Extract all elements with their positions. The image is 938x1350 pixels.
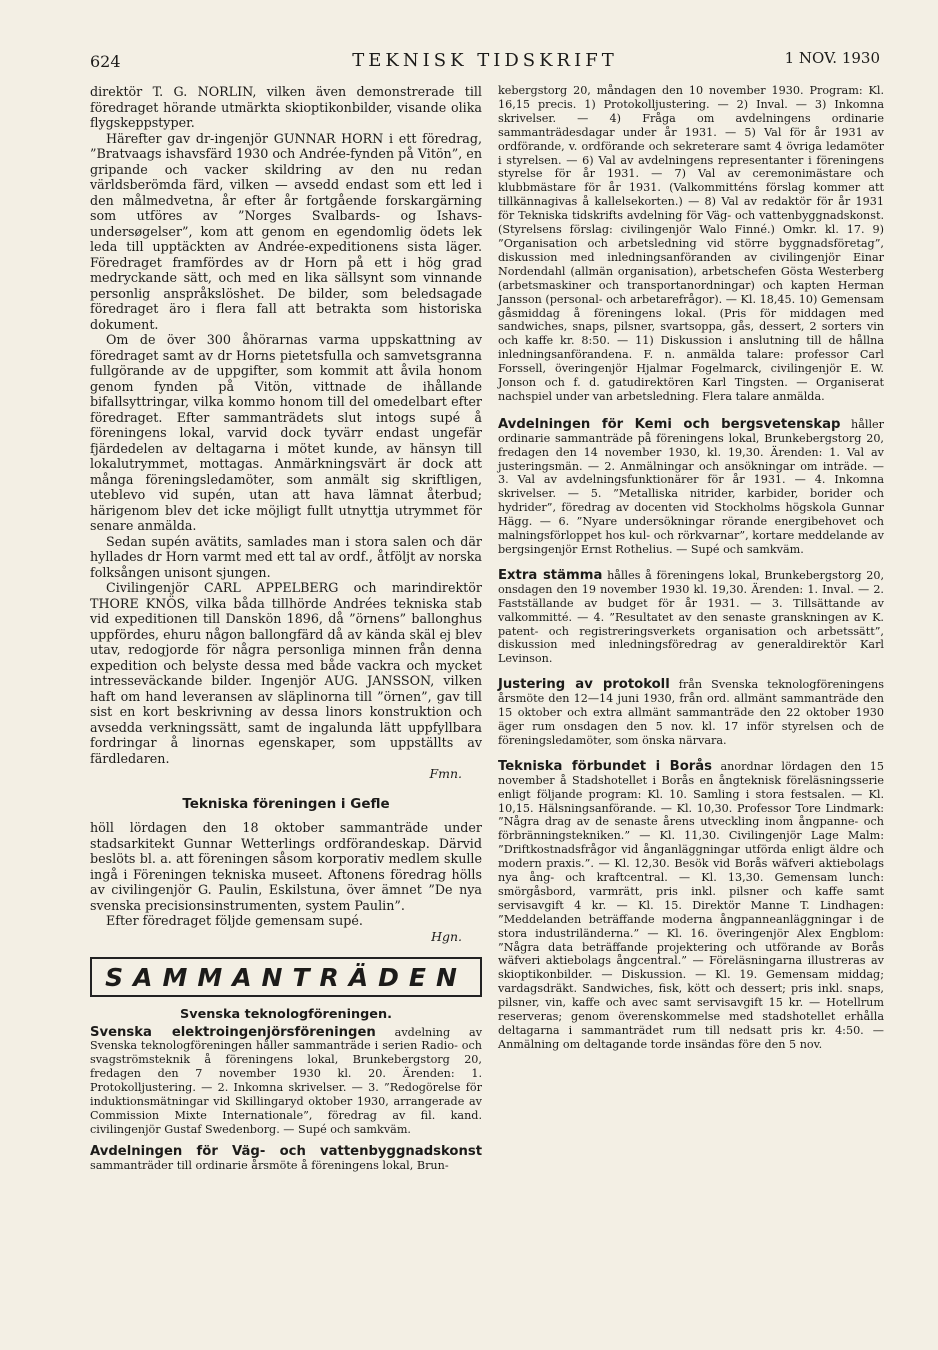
notice-text: sammanträder till ordinarie årsmöte å föreningens lokal, Brun- xyxy=(90,1158,449,1172)
notice-lead: Tekniska förbundet i Borås xyxy=(498,758,713,774)
page-number: 624 xyxy=(90,52,121,71)
subsection-heading: Svenska teknologföreningen. xyxy=(180,1006,392,1022)
page-header xyxy=(90,46,880,74)
notice-text: hålles å föreningens lokal, Brunkebergstorg 20, onsdagen den 19 november 1930 kl. 19,30. Ärenden: 1. Inval. — 2. Fastställande av budget för år 1931. — 3. Tillsättande av valkommitté. — 4. ”Resultatet av den senaste granskningen av K. patent- och registreringsverkets organisation och arbetssätt”, diskussion med inledningsföredrag av generaldirektör Karl Levinson. xyxy=(498,568,885,666)
notice xyxy=(498,569,884,666)
notice-lead: Svenska elektroingenjörsföreningen xyxy=(90,1024,376,1040)
notice-lead: Avdelningen för Kemi och bergsvetenskap xyxy=(498,416,841,432)
notice xyxy=(90,1145,482,1173)
notice-text: från Svenska teknologföreningens årsmöte den 12—14 juni 1930, från ord. allmänt sammanträde den 15 oktober och extra allmänt sammanträde den 22 oktober 1930 äger rum onsdagen den 5 nov. kl. 17 inför styrelsen och de föreningsledamöter, som önska närvara. xyxy=(498,678,884,747)
notice-text: anordnar lördagen den 15 november å Stadshotellet i Borås en ångteknisk föreläsningsserie enligt följande program: Kl. 10. Samling i stora festsalen. — Kl. 10,15. Hälsningsanförande. — Kl. 10,30. Professor Tore Lindmark: ”Några drag av de senaste årens utveckling inom ångpanne- och förbränningstekniken.” — Kl. 11,30. Civilingenjör Lage Malm: ”Driftkostnadsfrågor vid ånganläggningar utförda enligt äldre och modern praxis.”. — Kl. 12,30. Besök vid Borås wäfveri aktiebolags nya ång- och kraftcentral. — Kl. 13,30. Gemensam lunch: smörgåsbord, varmrätt, pris inkl. pilsner och kaffe samt servisavgift 4 kr. — Kl. 15. Direktör Manne T. Lindhagen: ”Meddelanden beträffande moderna ångpanneanläggningar i de stora industriländerna.” — Kl. 16. överingenjör Alex Engblom: ”Några data beträffande projektering och utförande av Borås wäfveri aktiebolags ångcentral.” — Föreläsningarna illustreras av skioptikonbilder. — Diskussion. — Kl. 19. Gemensam middag; vardagsdräkt. Sandwiches, fisk, kött och dessert; pris inkl. snaps, pilsner, vin, kaffe och avec samt servisavgift 15 kr. — Hotellrum reserveras; genom överenskommelse med stadshotellet erhålla deltagarna i sammanträdet rum till nedsatt pris kr. 4:50. — Anmälning om deltagande torde insändas före den 5 nov. xyxy=(498,759,885,1051)
left-column xyxy=(90,84,482,1173)
journal-title: TEKNISK TIDSKRIFT xyxy=(352,50,618,71)
issue-date: 1 NOV. 1930 xyxy=(784,49,880,67)
notice-text: håller ordinarie sammanträde på föreningens lokal, Brunkebergstorg 20, fredagen den 14 november 1930, kl. 19,30. Ärenden: 1. Val av justeringsmän. — 2. Anmälningar och ansökningar om inträde. — 3. Val av avdelningsfunktionärer för år 1931. — 4. Inkomna skrivelser. — 5. ”Metalliska nitrider, karbider, borider och hydrider”, föredrag av docenten vid Stockholms högskola Gunnar Hägg. — 6. ”Nyare undersökningar rörande energibehovet och malningsförloppet hos kul- och rörkvarnar”, kortare meddelande av bergsingenjör Ernst Rothelius. — Supé och samkväm. xyxy=(498,417,884,556)
paragraph: Härefter gav dr-ingenjör GUNNAR HORN i ett föredrag, ”Bratvaags ishavsfärd 1930 och Andrée-fynden på Vitön”, en gripande och vacker skildring av den nu redan världsberömda färd, vilken — avsedd endast som ett led i den målmedvetna, år efter år fortgående forskargärning som utföres av ”Norges Svalbards- og Ishavs-undersøgelser”, kom att genom en egendomlig ödets lek leda till upptäckten av Andrée-expeditionens sista läger. Föredraget framfördes av dr Horn på ett i hög grad medryckande sätt, och med en lika sällsynt som vinnande personlig anspråkslöshet. De bilder, som beledsagade föredraget äro i flera fall att betrakta som historiska dokument. xyxy=(90,130,482,332)
notice xyxy=(498,418,884,557)
notice-continued: kebergstorg 20, måndagen den 10 november 1930. Program: Kl. 16,15 precis. 1) Protokolljustering. — 2) Inval. — 3) Inkomna skrivelser. — 4) Fråga om avdelningens ordinarie sammanträdesdagar under år 1931. — 5) Val för år 1931 av ordförande, v. ordförande och sekreterare samt 4 övriga ledamöter i styrelsen. — 6) Val av avdelningens representanter i föreningens styrelse för år 1931. — 7) Val av ceremonimästare och klubbmästare för år 1931. (Valkommitténs förslag kommer att tillkännagivas å kallelsekorten.) — 8) Val av redaktör för år 1931 för Tekniska tidskrifts avdelning för Väg- och vattenbyggnadskonst. (Styrelsens förslag: civilingenjör Walo Finné.) Omkr. kl. 17. 9) ”Organisation och arbetsledning vid större byggnadsföretag”, diskussion med inledningsanföranden av civilingenjör Einar Nordendahl (allmän organisation), arbetschefen Gösta Westerberg (arbetsmaskiner och transportanordningar) och kapten Herman Jansson (personal- och arbetarefrågor). — Kl. 18,45. 10) Gemensam gåsmiddag å föreningens lokal. (Pris för middagen med sandwiches, snaps, pilsner, svartsoppa, gås, dessert, 2 sorters vin och kaffe kr. 8:50. — 11) Diskussion i anslutning till de hållna inledningsanförandena. F. n. anmälda talare: professor Carl Forssell, överingenjör Hjalmar Fogelmarck, civilingenjör E. W. Jonson och f. d. gatudirektören Karl Tingsten. — Organiserat nachspiel under van arbetsledning. Flera talare anmälda. xyxy=(498,84,884,403)
right-column xyxy=(498,84,884,1064)
notice xyxy=(498,678,884,748)
notice-lead: Avdelningen för Väg- och vattenbyggnadskonst xyxy=(90,1143,482,1159)
paragraph: direktör T. G. NORLIN, vilken även demonstrerade till föredraget hörande utmärkta skioptikonbilder, visande olika flygskeppstyper. xyxy=(90,84,482,130)
paragraph: Om de över 300 åhörarnas varma uppskattning av föredraget samt av dr Horns pietetsfulla och samvetsgranna fullgörande av de uppgifter, som kommit att åvila honom genom fynden på Vitön, vittnade de ihållande bifallsyttringar, vilka kommo honom till del omedelbart efter föredraget. Efter sammanträdets slut intogs supé å föreningens lokal, varvid dock tyvärr endast ungefär fjärdedelen av deltagarna i mötet kunde, av hänsyn till lokalutrymmet, mottagas. Anmärkningsvärt är dock att många föreningsledamöter, som anmält sig skriftligen, uteblevo vid supén, utan att hava lämnat återbud; härigenom blev det icke möjligt fullt utnyttja utrymmet för senare anmälda. xyxy=(90,332,482,533)
paragraph: Sedan supén avätits, samlades man i stora salen och där hyllades dr Horn varmt med ett tal av ordf., åtföljt av norska folksången unisont sjungen. xyxy=(90,533,482,580)
notice-lead: Extra stämma xyxy=(498,567,603,583)
notice-lead: Justering av protokoll xyxy=(498,677,670,693)
notice xyxy=(498,760,884,1052)
section-heading: Tekniska föreningen i Gefle xyxy=(182,796,390,812)
paragraph: Efter föredraget följde gemensam supé. xyxy=(106,913,363,928)
signature: Hgn. xyxy=(431,928,462,944)
paragraph: Civilingenjör CARL APPELBERG och marindirektör THORE KNÖS, vilka båda tillhörde Andrées tekniska stab vid expeditionen till Danskön 1896, då ”örnens” ballonghus uppfördes, ehuru någon ballongfärd då av kända skäl ej blev utav, redogjorde för några personliga minnen från denna expedition och belyste dessa med både vackra och mycket intresseväckande bilder. Ingenjör AUG. JANSSON, vilken haft om hand leveransen av släplinorna till ”örnen”, gav till sist en kort beskrivning av dessa linors konstruktion och avsedda verkningssätt, samt de ingalunda lätt uppfyllbara fordringar å linornas egenskaper, som uppställts av färdledaren. xyxy=(90,580,482,766)
section-title: SAMMANTRÄDEN xyxy=(90,957,482,997)
signature: Fmn. xyxy=(429,766,462,781)
paragraph: höll lördagen den 18 oktober sammanträde under stadsarkitekt Gunnar Wetterlings ordförandeskap. Därvid beslöts bl. a. att föreningen såsom korporativ medlem skulle ingå i Föreningen tekniska museet. Aftonens föredrag hölls av civilingenjör G. Paulin, Eskilstuna, över ämnet ”De nya svenska precisionsinstrumenten, system Paulin”. xyxy=(90,820,482,913)
notice-text: avdelning av Svenska teknologföreningen håller sammanträde i serien Radio- och svagströmsteknik å föreningens lokal, Brunkebergstorg 20, fredagen den 7 november 1930 kl. 20. Ärenden: 1. Protokolljustering. — 2. Inkomna skrivelser. — 3. ”Redogörelse för induktionsmätningar vid Skillingaryd oktober 1930, arrangerade av Commission Mixte Internationale”, föredrag av fil. kand. civilingenjör Gustaf Swedenborg. — Supé och samkväm. xyxy=(90,1025,483,1136)
notice xyxy=(90,1026,482,1137)
